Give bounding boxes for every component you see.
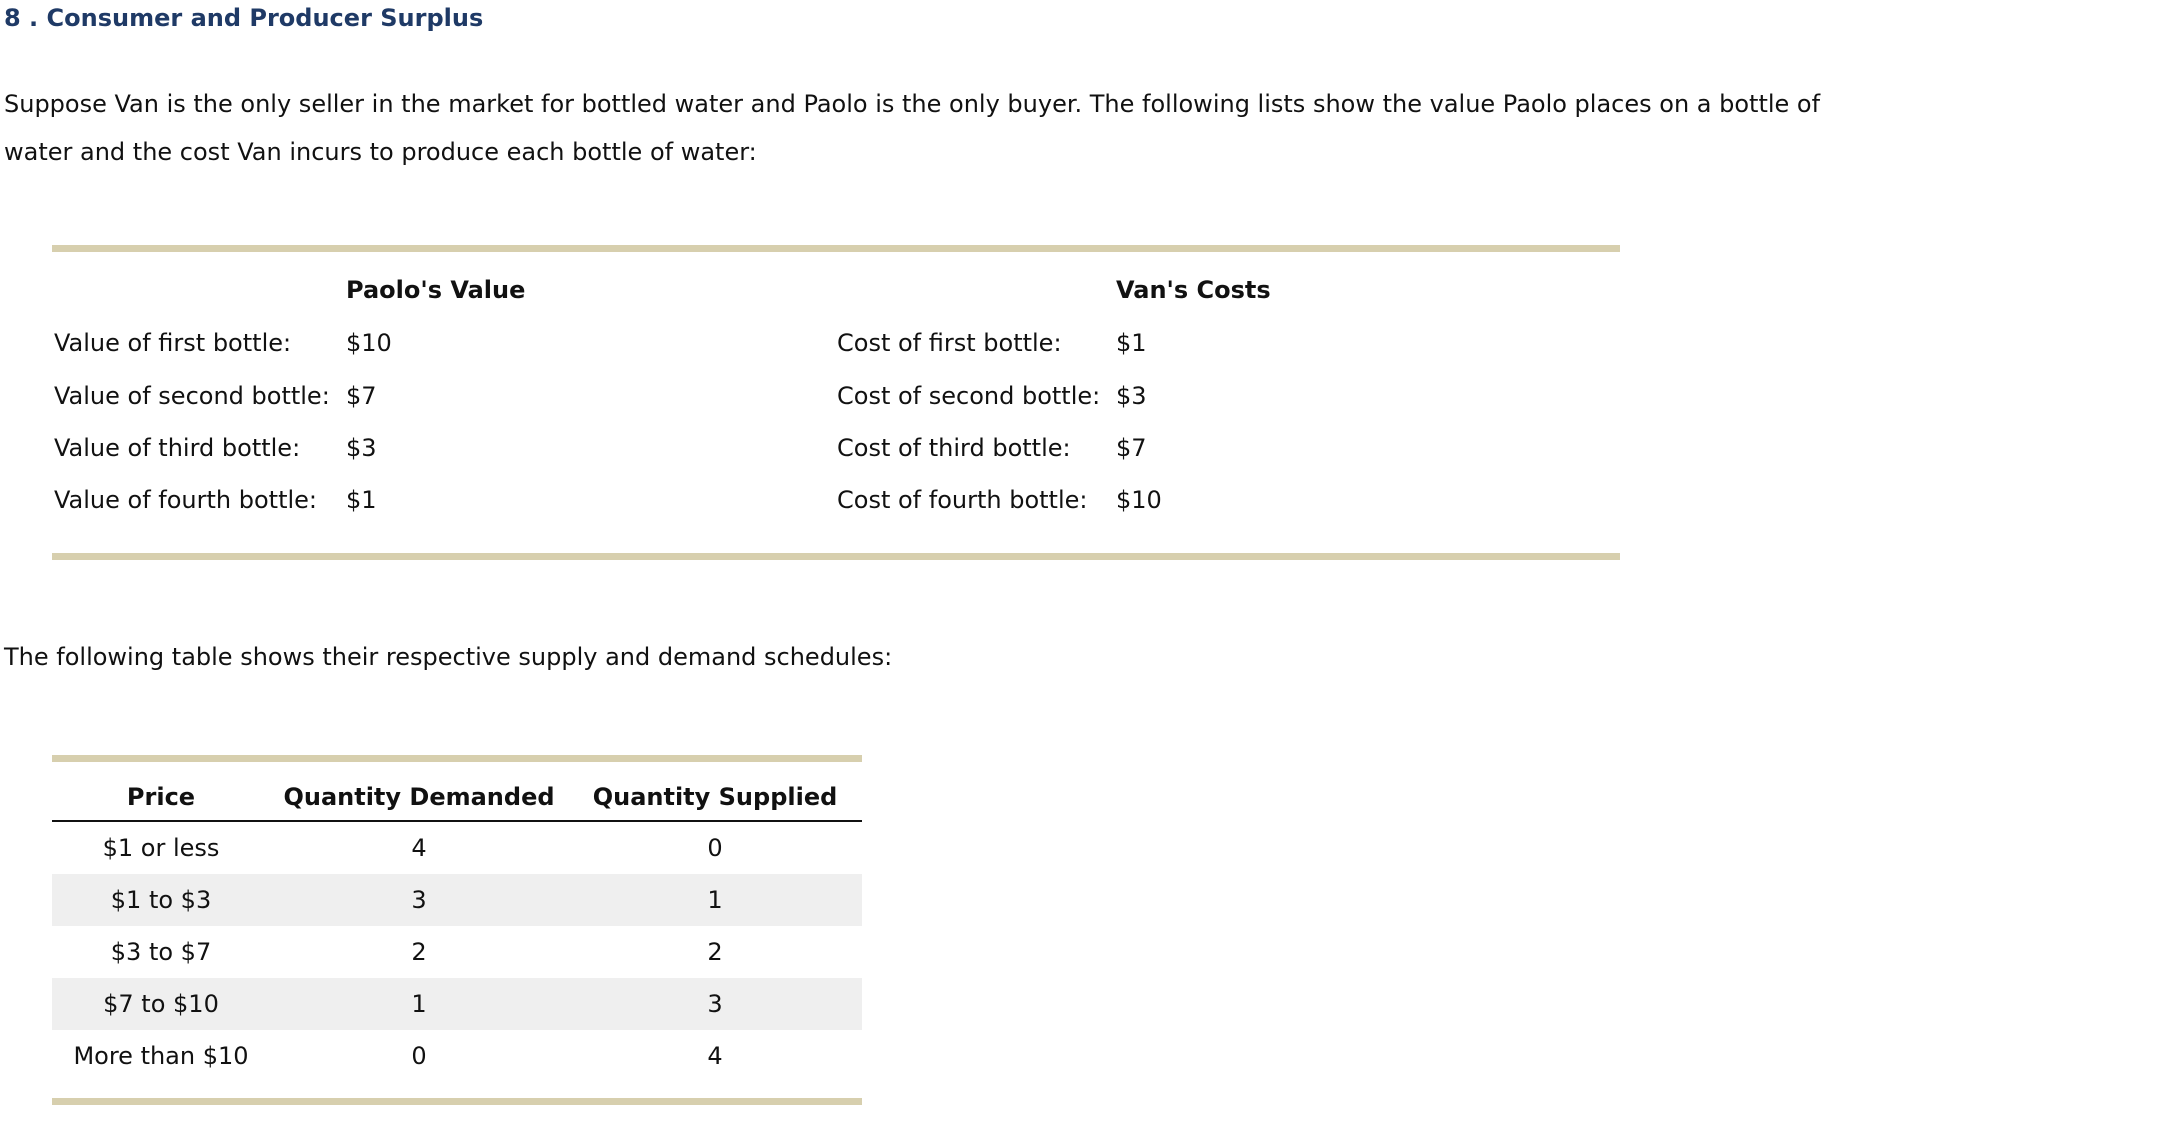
value-amount: $3 <box>346 434 377 462</box>
cost-label: Cost of third bottle: <box>837 434 1071 462</box>
table-row <box>52 926 862 978</box>
quantity-demanded-cell: 4 <box>411 834 427 862</box>
price-cell: $3 to $7 <box>110 938 212 966</box>
quantity-supplied-cell: 3 <box>568 978 862 1030</box>
value-amount: $7 <box>346 382 377 410</box>
quantity-demanded-cell: 1 <box>270 978 568 1030</box>
quantity-demanded-cell: 2 <box>411 938 427 966</box>
cost-label: Cost of first bottle: <box>837 329 1062 357</box>
cost-label: Cost of second bottle: <box>837 382 1101 410</box>
value-amount: $1 <box>346 486 377 514</box>
van-costs-heading: Van's Costs <box>1116 276 1271 304</box>
intro-paragraph: Suppose Van is the only seller in the market for bottled water and Paolo is the only buyer. The following lists show the value Paolo places on a bottle of water and the cost Van incurs to produce each bottle of water: <box>4 90 1821 166</box>
price-cell: $1 or less <box>102 834 220 862</box>
value-label: Value of first bottle: <box>54 329 292 357</box>
quantity-supplied-cell: 1 <box>568 874 862 926</box>
value-amount: $10 <box>346 329 392 357</box>
lists-bottom-rule <box>52 553 1620 560</box>
price-cell: $1 to $3 <box>52 874 270 926</box>
quantity-demanded-cell: 0 <box>411 1042 427 1070</box>
quantity-supplied-cell: 2 <box>707 938 723 966</box>
cost-amount: $7 <box>1116 434 1147 462</box>
supply-demand-table <box>52 774 862 1082</box>
price-cell: $7 to $10 <box>52 978 270 1030</box>
quantity-demanded-column-header: Quantity Demanded <box>270 774 568 821</box>
cost-amount: $10 <box>1116 486 1162 514</box>
value-label: Value of third bottle: <box>54 434 301 462</box>
price-cell: More than $10 <box>73 1042 249 1070</box>
table-header-row <box>52 774 862 821</box>
quantity-supplied-column-header: Quantity Supplied <box>568 774 862 821</box>
table-row <box>52 978 862 1030</box>
value-label: Value of fourth bottle: <box>54 486 318 514</box>
cost-amount: $1 <box>1116 329 1147 357</box>
quantity-demanded-cell: 3 <box>270 874 568 926</box>
cost-amount: $3 <box>1116 382 1147 410</box>
cost-label: Cost of fourth bottle: <box>837 486 1088 514</box>
schedule-bottom-rule <box>52 1098 862 1105</box>
quantity-supplied-cell: 0 <box>707 834 723 862</box>
table-row <box>52 821 862 874</box>
table-row <box>52 874 862 926</box>
schedule-intro: The following table shows their respective supply and demand schedules: <box>4 643 893 671</box>
price-column-header: Price <box>52 774 270 821</box>
lists-top-rule <box>52 245 1620 252</box>
table-row <box>52 1030 862 1082</box>
quantity-supplied-cell: 4 <box>707 1042 723 1070</box>
value-label: Value of second bottle: <box>54 382 330 410</box>
schedule-top-rule <box>52 755 862 762</box>
paolo-value-heading: Paolo's Value <box>346 276 526 304</box>
page-title: 8 . Consumer and Producer Surplus <box>4 4 484 32</box>
